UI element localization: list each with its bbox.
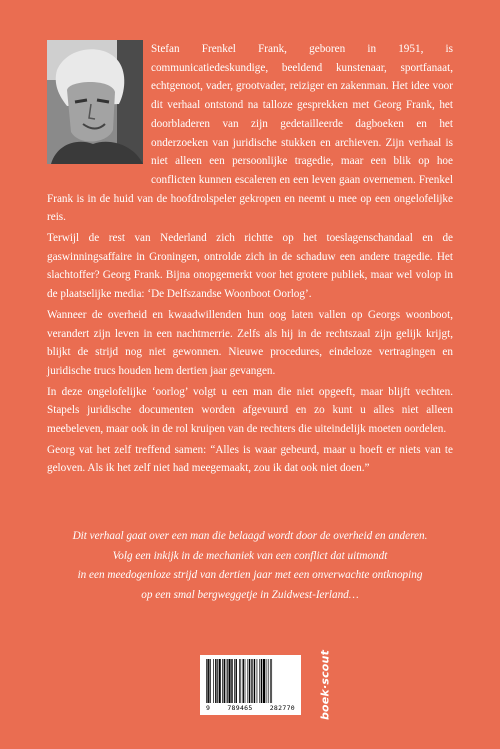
barcode-bar (257, 659, 258, 703)
barcode-bar (228, 659, 230, 703)
barcode-bar (271, 659, 272, 703)
blurb-paragraph: Wanneer de overheid en kwaadwillenden hun oog laten vallen op Georgs woonboot, verandert zijn leven in een nachtmerrie. Zelfs als hij in de rechtszaal zijn gelijk krijgt, blijkt de strijd nog niet gewonnen. Nieuwe procedures, eindeloze vertragingen en juridische trucs houden hem dertien jaar gevangen. (47, 308, 453, 377)
barcode-bar (249, 659, 250, 703)
barcode-bar (245, 659, 246, 703)
barcode-group-2: 282770 (269, 704, 295, 712)
tagline (47, 527, 453, 605)
barcode-bar (222, 659, 223, 703)
barcode-bar (239, 659, 240, 703)
tagline-line: Volg een inkijk in de mechaniek van een conflict dat uitmondt (112, 549, 388, 562)
barcode-bar (210, 659, 211, 703)
publisher-logo (315, 650, 335, 720)
barcode-bar (219, 659, 221, 703)
publisher-logo-text: boek·scout (318, 649, 332, 721)
barcode-bar (231, 659, 232, 703)
barcode-bar (226, 659, 227, 703)
barcode-bar (251, 659, 252, 703)
barcode-bar (208, 659, 209, 703)
barcode-bar (227, 659, 228, 703)
tagline-line: in een meedogenloze strijd van dertien jaar met een onverwachte ontknoping (77, 569, 423, 581)
barcode-bar (213, 659, 214, 703)
barcode-bar (263, 659, 265, 703)
photo-spacer (47, 40, 143, 172)
barcode-bar (268, 659, 269, 703)
barcode-bar (247, 659, 248, 703)
barcode-bar (240, 659, 241, 703)
barcode-bar (254, 659, 255, 703)
barcode-bars (206, 659, 295, 703)
barcode-group-1: 789465 (227, 704, 253, 712)
barcode-bar (234, 659, 235, 703)
tagline-line: Dit verhaal gaat over een man die belaagd wordt door de overheid en anderen. (72, 530, 428, 542)
tagline-line: op een smal bergweggetje in Zuidwest-Ierland… (141, 588, 359, 601)
isbn-barcode (200, 655, 301, 715)
blurb-paragraph: Stefan Frenkel Frank, geboren in 1951, is communicatiedeskundige, beeldend kunstenaar, sportfanaat, echtgenoot, vader, grootvader, reiziger en zakenman. Het idee voor dit verhaal ontstond na talloze gesprekken met Georg Frank, het doorbladeren van zijn gedetailleerde dagboeken en het onderzoeken van juridische stukken en archieven. Zijn verhaal is niet alleen een persoonlijke tragedie, maar een blik op hoe conflicten kunnen escaleren en een leven gaan overnemen. Frenkel Frank is in de huid van de hoofdrolspeler gekropen en neemt u mee op een ongelofelijke reis. (47, 43, 453, 224)
barcode-lead-digit: 9 (206, 704, 211, 712)
barcode-bar (243, 659, 244, 703)
barcode-bar (215, 659, 216, 703)
barcode-bar (270, 659, 271, 703)
barcode-bar (261, 659, 262, 703)
barcode-bar (207, 659, 208, 703)
barcode-bar (259, 659, 260, 703)
barcode-bar (236, 659, 237, 703)
blurb-paragraph: Terwijl de rest van Nederland zich richtte op het toeslagenschandaal en de gaswinningsaffaire in Groningen, ontrolde zich in de schaduw een andere tragedie. Het slachtoffer? Georg Frank. Bijna onopgemerkt voor het grotere publiek, maar wel volop in de plaatselijke media: ‘De Delfszandse Woonboot Oorlog’. (47, 232, 453, 301)
barcode-bar (224, 659, 225, 703)
blurb-paragraph: In deze ongelofelijke ‘oorlog’ volgt u een man die niet opgeeft, maar blijft vechten. Stapels juridische documenten worden afgevuurd en zo kunt u alles niet alleen meebeleven, maar ook in de rol kruipen van de rechters die uiteindelijk moeten oordelen. (47, 385, 453, 436)
blurb-paragraph: Georg vat het zelf treffend samen: “Alles is waar gebeurd, maar u hoeft er niets van te geloven. Als ik het zelf niet had meegemaakt, zou ik dat ook niet doen.” (47, 443, 453, 475)
barcode-bar (217, 659, 218, 703)
barcode-number (206, 704, 295, 712)
barcode-bar (252, 659, 253, 703)
barcode-bar (266, 659, 267, 703)
author-blurb (47, 40, 453, 478)
barcode-bar (206, 659, 207, 703)
